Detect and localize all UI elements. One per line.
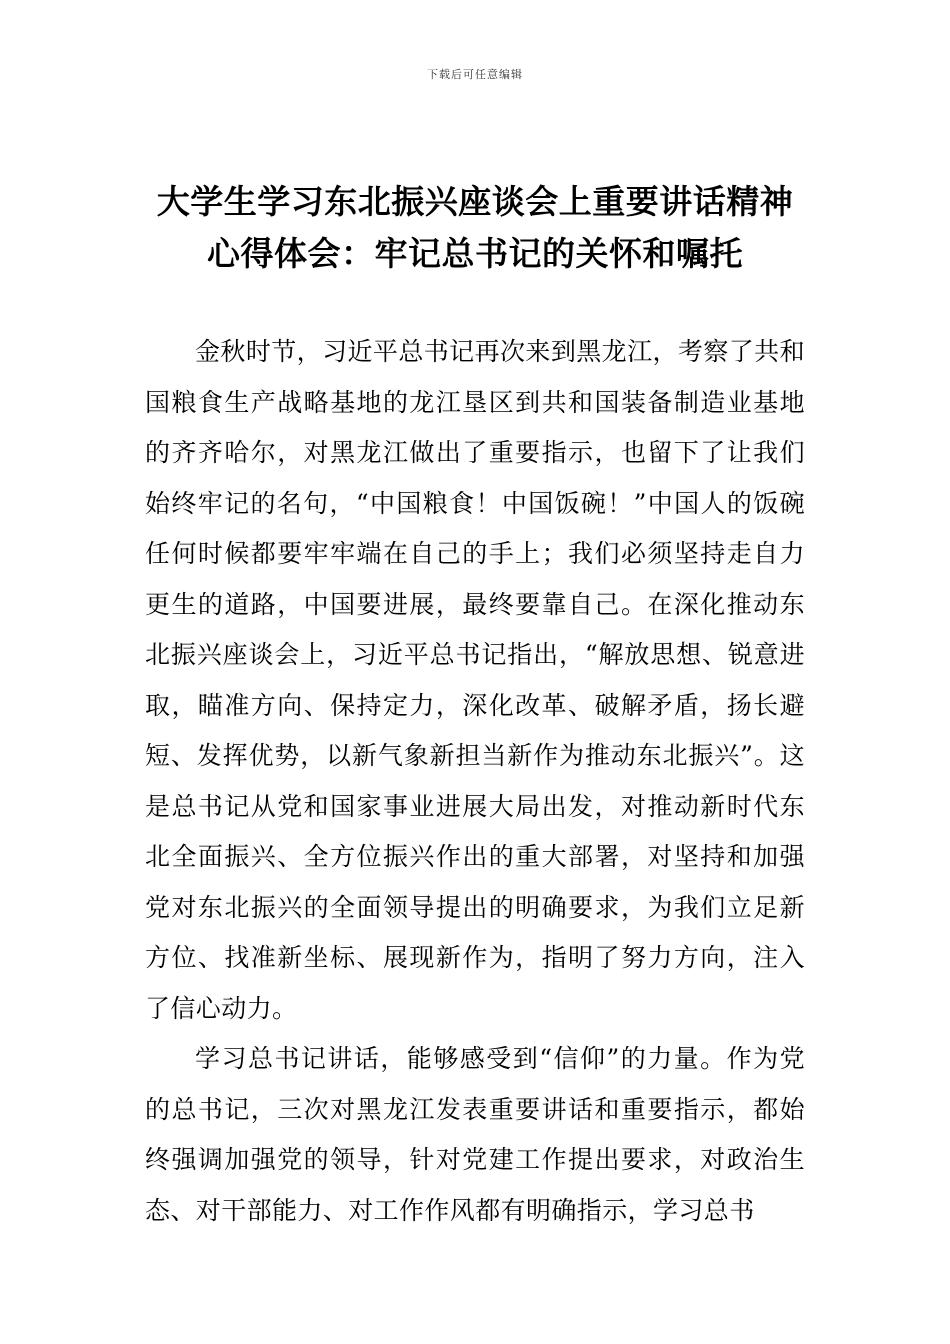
document-body <box>145 327 805 1236</box>
body-paragraph: 金秋时节，习近平总书记再次来到黑龙江，考察了共和国粮食生产战略基地的龙江垦区到共和国装备制造业基地的齐齐哈尔，对黑龙江做出了重要指示，也留下了让我们始终牢记的名句，“中国粮食！中国饭碗！”中国人的饭碗任何时候都要牢牢端在自己的手上；我们必须坚持走自力更生的道路，中国要进展，最终要靠自己。在深化推动东北振兴座谈会上，习近平总书记指出，“解放思想、锐意进取，瞄准方向、保持定力，深化改革、破解矛盾，扬长避短、发挥优势，以新气象新担当新作为推动东北振兴”。这是总书记从党和国家事业进展大局出发，对推动新时代东北全面振兴、全方位振兴作出的重大部署，对坚持和加强党对东北振兴的全面领导提出的明确要求，为我们立足新方位、找准新坐标、展现新作为，指明了努力方向，注入了信心动力。 <box>145 337 805 1023</box>
header-note: 下载后可任意编辑 <box>427 68 523 81</box>
body-paragraph: 学习总书记讲话，能够感受到“信仰”的力量。作为党的总书记，三次对黑龙江发表重要讲话和重要指示，都始终强调加强党的领导，针对党建工作提出要求，对政治生态、对干部能力、对工作作风都有明确指示，学习总书 <box>145 1044 805 1225</box>
document-title: 大学生学习东北振兴座谈会上重要讲话精神心得体会：牢记总书记的关怀和嘱托 <box>156 182 794 273</box>
